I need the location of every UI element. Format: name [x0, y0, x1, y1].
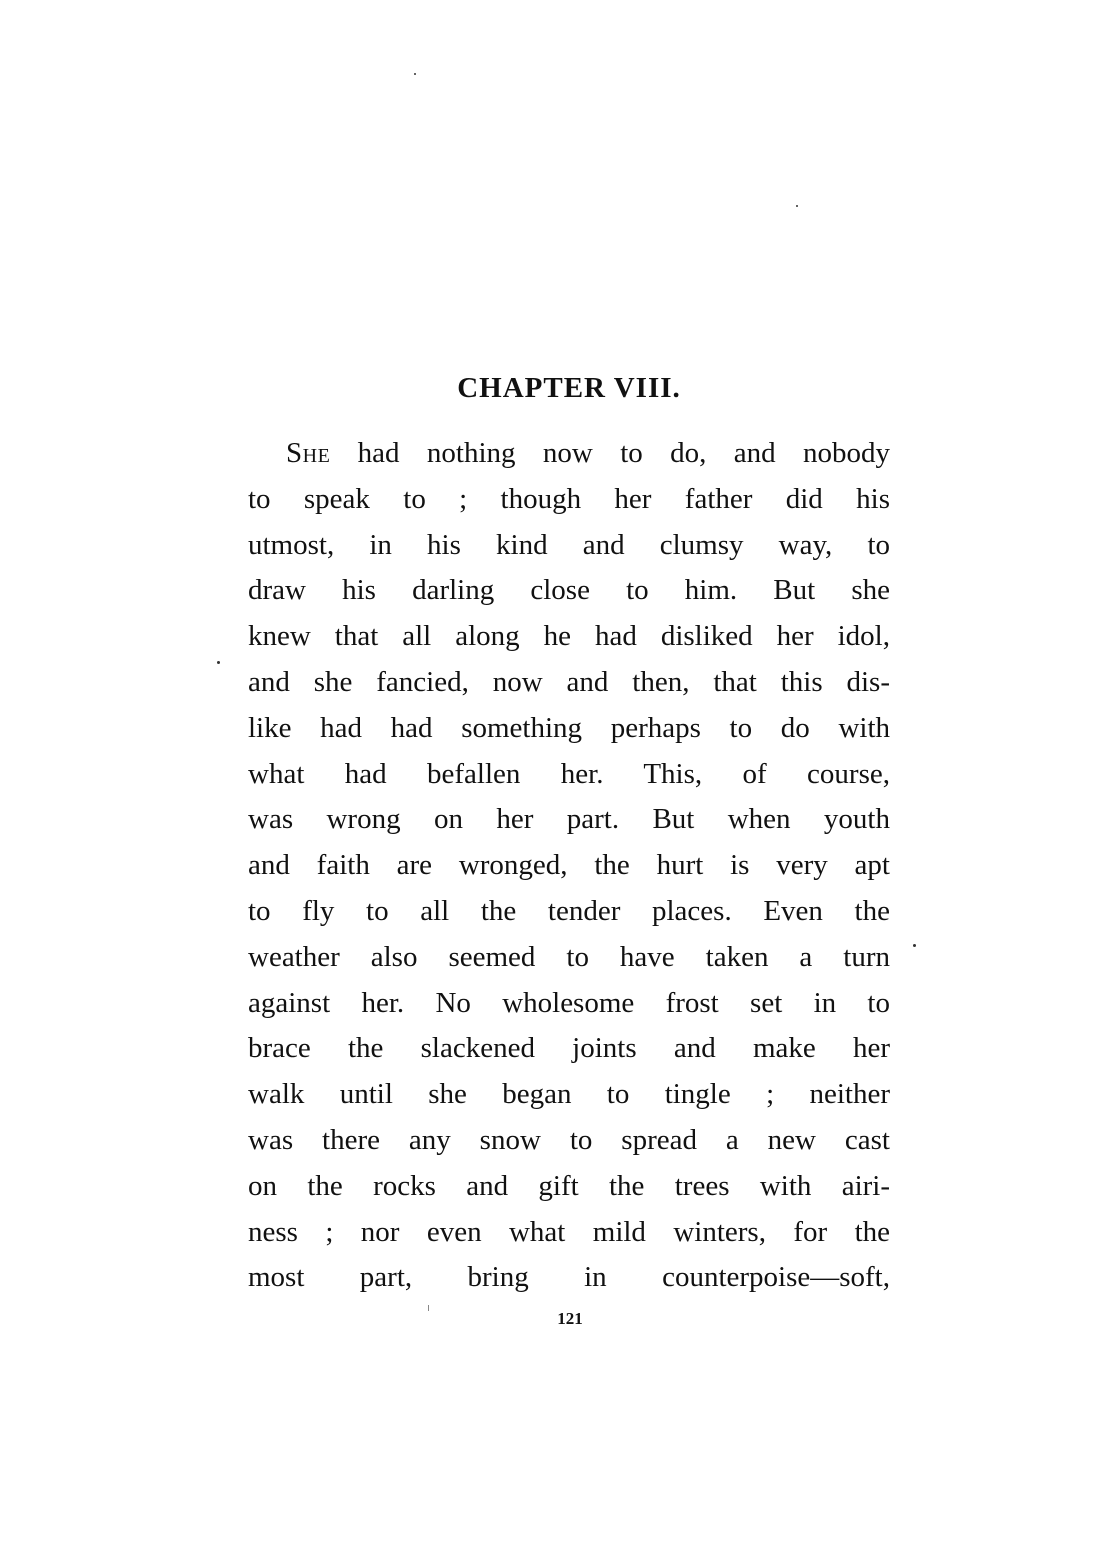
text-line: was there any snow to spread a new cast	[248, 1123, 890, 1156]
text-line: walk until she began to tingle ; neither	[248, 1078, 890, 1111]
text-line: weather also seemed to have taken a turn	[248, 940, 890, 973]
chapter-heading: CHAPTER VIII.	[457, 372, 681, 404]
opening-word: She	[286, 437, 331, 469]
text-line: She had nothing now to do, and nobody	[286, 437, 890, 469]
text-line: ness ; nor even what mild winters, for the	[248, 1215, 890, 1248]
text-line: most part, bring in counterpoise—soft,	[248, 1261, 890, 1294]
text-line: to speak to ; though her father did his	[248, 482, 890, 515]
text-line: and she fancied, now and then, that this dis-	[248, 665, 890, 698]
text-line: and faith are wronged, the hurt is very apt	[248, 849, 890, 882]
text-line: like had had something perhaps to do with	[248, 711, 890, 744]
text-line: to fly to all the tender places. Even the	[248, 894, 890, 927]
page-number: 121	[557, 1309, 583, 1328]
text-line: draw his darling close to him. But she	[248, 574, 890, 607]
text-line: on the rocks and gift the trees with airi-	[248, 1169, 890, 1202]
scan-speck	[414, 73, 416, 75]
text-line: brace the slackened joints and make her	[248, 1032, 890, 1065]
text-line: was wrong on her part. But when youth	[248, 803, 890, 836]
scan-speck	[217, 661, 220, 664]
text-line: against her. No wholesome frost set in to	[248, 986, 890, 1019]
scan-speck	[913, 944, 916, 947]
text-line: what had befallen her. This, of course,	[248, 757, 890, 790]
text-line: utmost, in his kind and clumsy way, to	[248, 528, 890, 561]
text-line: knew that all along he had disliked her idol,	[248, 620, 890, 653]
body-text	[248, 431, 890, 1301]
scan-speck	[796, 205, 798, 207]
